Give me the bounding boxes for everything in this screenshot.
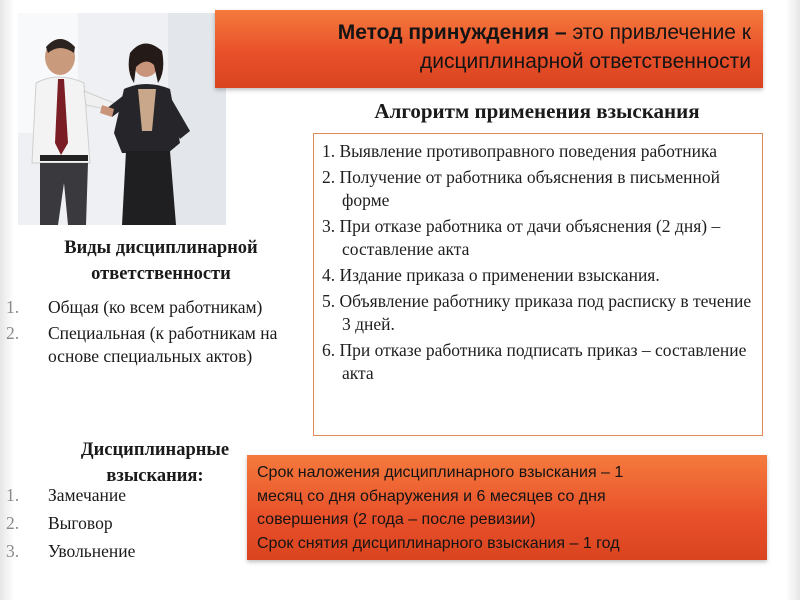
types-heading: Виды дисциплинарной ответственности bbox=[64, 238, 258, 284]
terms-line: Срок наложения дисциплинарного взыскания – 1 bbox=[257, 464, 624, 481]
terms-line: месяц со дня обнаружения и 6 месяцев со дня bbox=[257, 487, 606, 505]
list-item-text: Общая (ко всем работникам) bbox=[48, 297, 263, 317]
list-item bbox=[6, 296, 316, 319]
penalties-list bbox=[6, 484, 246, 568]
algorithm-step: 3. При отказе работника от дачи объяснения (2 дня) – составление акта bbox=[322, 216, 721, 259]
penalties-heading: Дисциплинарные взыскания: bbox=[80, 440, 230, 486]
list-item-text: Увольнение bbox=[48, 541, 136, 561]
algorithm-step: 2. Получение от работника объяснения в письменной форме bbox=[322, 167, 720, 210]
list-item-text: Замечание bbox=[48, 485, 127, 505]
title-bold-part: Метод принуждения – bbox=[337, 21, 567, 44]
list-item-text: Специальная (к работникам на основе специальных актов) bbox=[48, 323, 278, 366]
types-list bbox=[6, 296, 316, 371]
algorithm-step: 1. Выявление противоправного поведения работника bbox=[322, 141, 718, 161]
list-item bbox=[6, 484, 246, 507]
terms-line: Срок снятия дисциплинарного взыскания – 1 год bbox=[257, 534, 620, 552]
list-number: 1. bbox=[6, 485, 20, 505]
terms-line: совершения (2 года – после ревизии) bbox=[257, 511, 536, 528]
people-illustration bbox=[18, 13, 226, 225]
office-argument-photo bbox=[18, 13, 226, 225]
algorithm-box bbox=[313, 133, 763, 436]
list-item bbox=[6, 512, 246, 535]
algorithm-steps-list bbox=[314, 134, 762, 385]
list-item-text: Выговор bbox=[48, 513, 113, 533]
list-number: 2. bbox=[6, 513, 20, 533]
slide-title bbox=[231, 18, 751, 76]
terms-box bbox=[247, 455, 767, 560]
list-number: 2. bbox=[6, 323, 20, 343]
list-number: 1. bbox=[6, 297, 20, 317]
algorithm-step: 4. Издание приказа о применении взыскания. bbox=[322, 265, 660, 285]
list-item bbox=[6, 322, 316, 368]
list-number: 3. bbox=[6, 541, 20, 561]
title-line-2: дисциплинарной ответственности bbox=[420, 50, 751, 73]
algorithm-heading: Алгоритм применения взыскания bbox=[374, 99, 700, 123]
title-rest-part: это привлечение к bbox=[566, 21, 751, 44]
algorithm-step: 5. Объявление работнику приказа под расписку в течение 3 дней. bbox=[322, 291, 752, 334]
list-item bbox=[6, 540, 246, 563]
title-banner bbox=[215, 10, 763, 88]
algorithm-step: 6. При отказе работника подписать приказ – составление акта bbox=[322, 340, 747, 383]
